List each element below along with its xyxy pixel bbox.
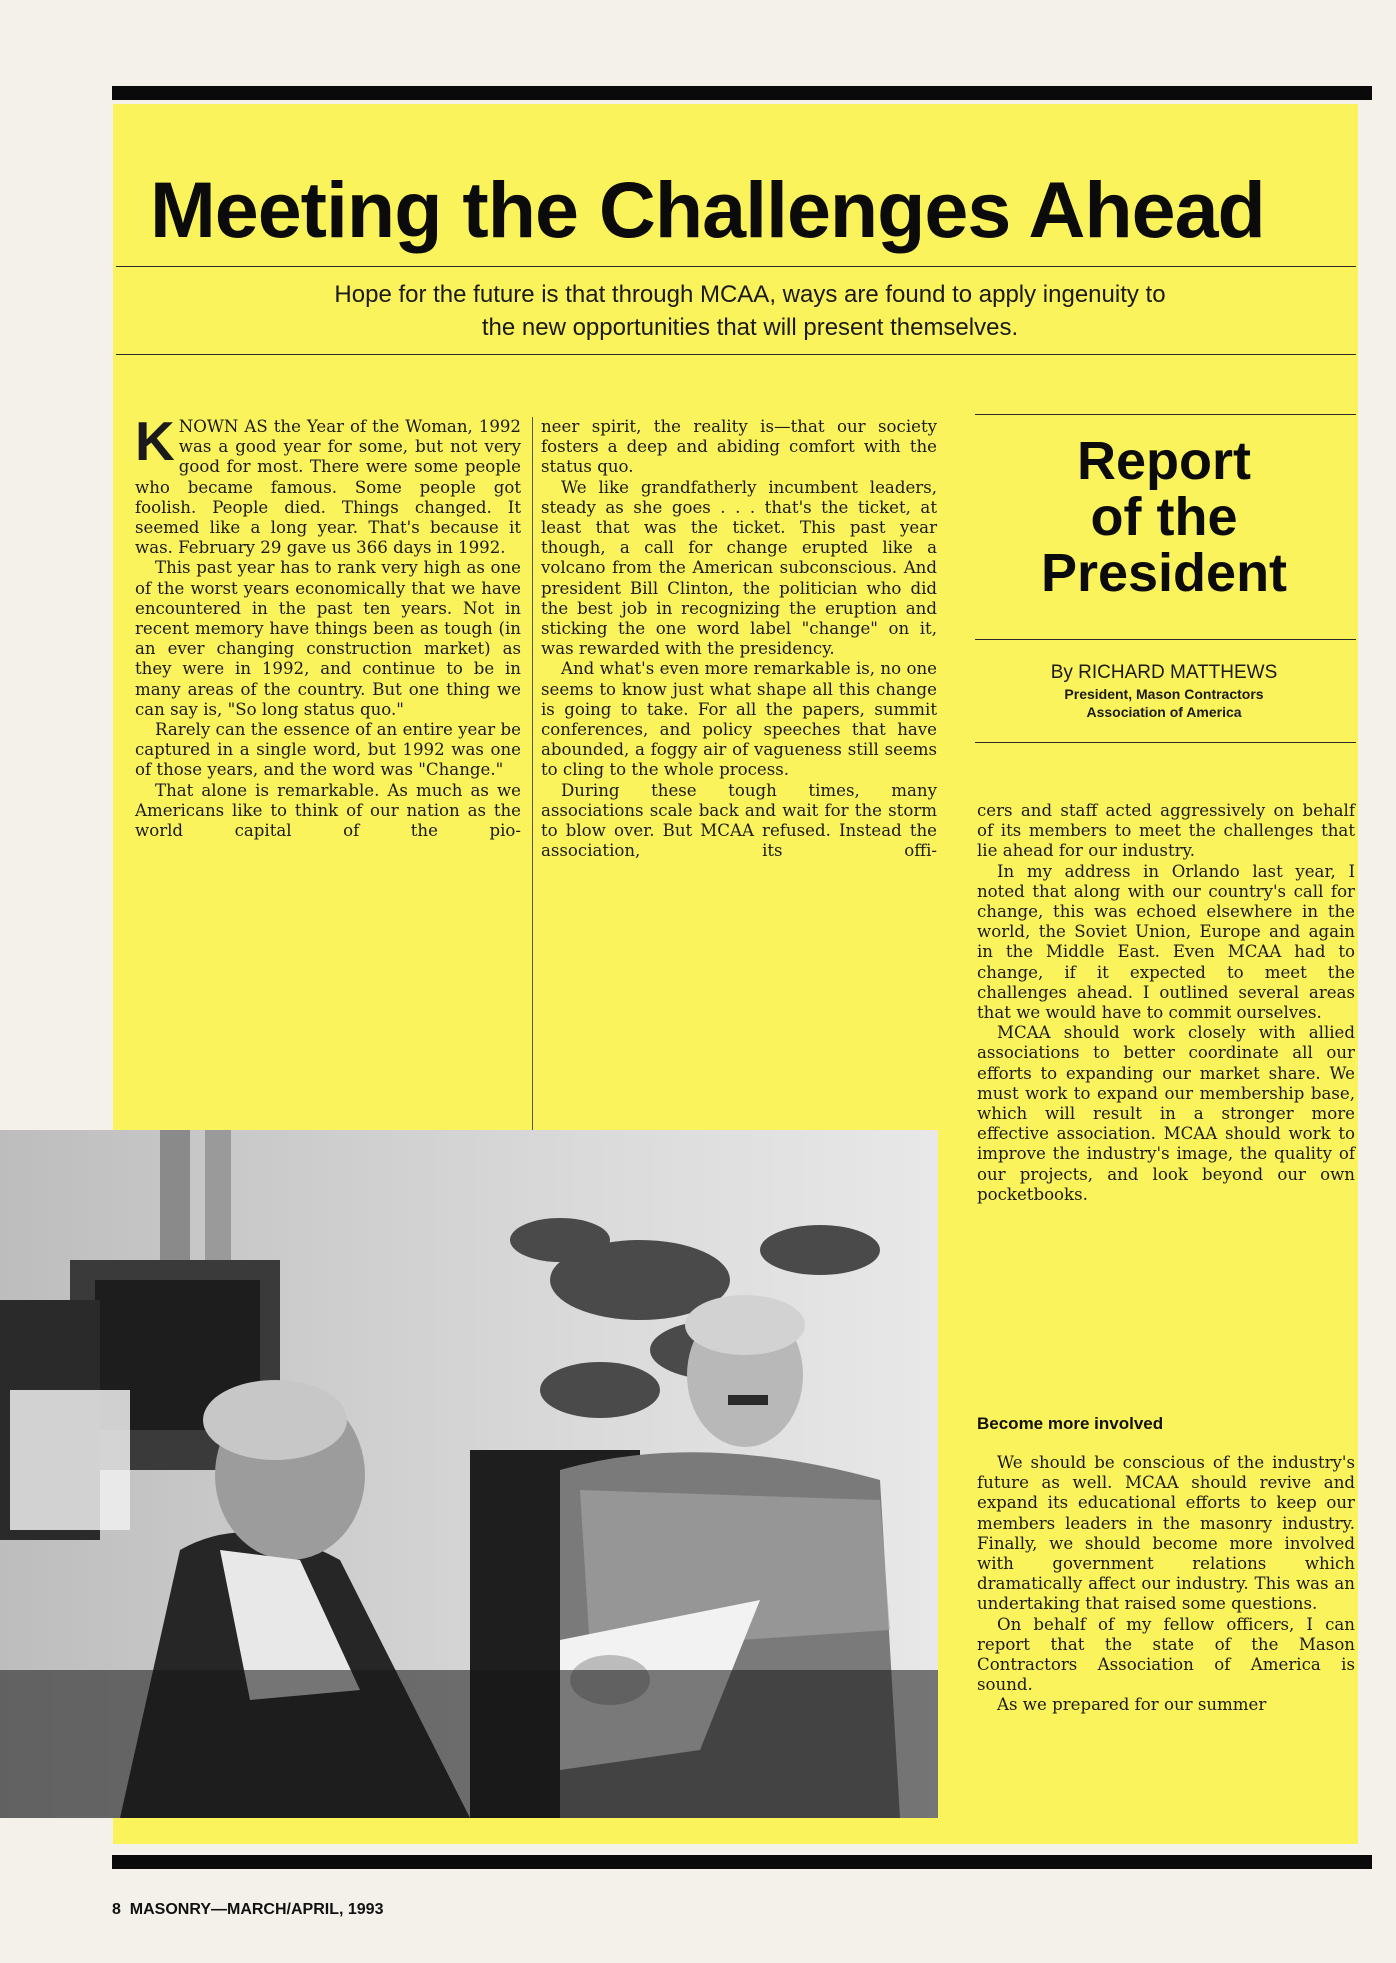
page-footer — [112, 1901, 383, 1919]
paragraph: And what's even more remarkable is, no one seems to know just what shape all this change is going to take. For all the papers, summit conferences, and policy speeches that have abounded, a foggy air of vagueness still seems to cling to the whole process. — [541, 659, 937, 780]
headline: Meeting the Challenges Ahead — [150, 165, 1265, 254]
top-bar — [112, 86, 1372, 100]
sidebar-mid-rule — [975, 639, 1356, 640]
paragraph: During these tough times, many associations scale back and wait for the storm to blow over. But MCAA refused. Instead the association, its offi- — [541, 780, 937, 861]
paragraph: On behalf of my fellow officers, I can report that the state of the Mason Contractors Association of America is sound. — [977, 1614, 1355, 1695]
paragraph: That alone is remarkable. As much as we Americans like to think of our nation as the world capital of the pio- — [135, 780, 521, 841]
sidebar-title-line: Report — [1077, 431, 1251, 491]
paragraph: We should be conscious of the industry's future as well. MCAA should revive and expand its educational efforts to keep our members leaders in the masonry industry. Finally, we should become more involved with government relations which dramatically affect our industry. This was an undertaking that raised some questions. — [977, 1453, 1355, 1614]
paragraph: neer spirit, the reality is—that our society fosters a deep and abiding comfort with the status quo. — [541, 417, 937, 477]
paragraph: As we prepared for our summer — [997, 1695, 1267, 1715]
photo-illustration — [0, 1130, 938, 1818]
sidebar-top-rule — [975, 414, 1356, 415]
column-2 — [541, 417, 937, 861]
article-photo — [0, 1130, 938, 1818]
author-role: Association of America — [1086, 704, 1242, 720]
headline-rule — [116, 266, 1356, 267]
deck-rule — [116, 354, 1356, 355]
column-3-continued — [977, 1453, 1355, 1716]
sidebar-bottom-rule — [975, 742, 1356, 743]
paragraph: In my address in Orlando last year, I noted that along with our country's call for change, this was echoed elsewhere in the world, the Soviet Union, Europe and again in the Middle East. Even MCAA had to change, if it expected to meet the challenges ahead. I outlined several areas that we would have to commit ourselves. — [977, 861, 1355, 1023]
paragraph-text: NOWN AS the Year of the Woman, 1992 was a good year for some, but not very good for most. There were some people who became famous. Some people got foolish. People died. Things changed. It seemed like a long year. That's because it was. February 29 gave us 366 days in 1992. — [135, 417, 521, 558]
publication-info: MASONRY—MARCH/APRIL, 1993 — [129, 1901, 384, 1918]
page-number: 8 — [112, 1901, 121, 1918]
subhead: Become more involved — [977, 1414, 1164, 1433]
drop-cap: K — [135, 410, 175, 472]
author-name: By RICHARD MATTHEWS — [1050, 662, 1278, 683]
byline — [975, 661, 1353, 721]
author-role: President, Mason Contractors — [1064, 686, 1264, 702]
column-separator — [532, 417, 533, 1163]
sidebar-title-line: President — [1040, 543, 1288, 603]
column-3 — [977, 801, 1355, 1205]
paragraph: cers and staff acted aggressively on behalf of its members to meet the challenges that lie ahead for our industry. — [977, 801, 1355, 861]
deck-line-1: Hope for the future is that through MCAA, ways are found to apply ingenuity to — [334, 281, 1166, 308]
bottom-bar — [112, 1855, 1372, 1869]
deck-line-2: the new opportunities that will present themselves. — [481, 314, 1019, 341]
column-1 — [135, 410, 521, 841]
deck — [150, 278, 1350, 344]
paragraph: We like grandfatherly incumbent leaders, steady as she goes . . . that's the ticket, at least that was the ticket. This past year though, a call for change erupted like a volcano from the American subconscious. And president Bill Clinton, the politician who did the best job in recognizing the eruption and sticking the one word label "change" on it, was rewarded with the presidency. — [541, 477, 937, 659]
sidebar-title — [975, 433, 1353, 601]
paragraph: This past year has to rank very high as one of the worst years economically that we have encountered in the past ten years. Not in recent memory have things been as tough (in an ever changing construction market) as they were in 1992, and continue to be in many areas of the country. But one thing we can say is, "So long status quo." — [135, 558, 521, 719]
paragraph — [135, 410, 521, 558]
sidebar-title-line: of the — [1090, 487, 1238, 547]
paragraph: MCAA should work closely with allied associations to better coordinate all our efforts to expanding our market share. We must work to expand our membership base, which will result in a stronger more effective association. MCAA should work to improve the industry's image, the quality of our projects, and look beyond our own pocketbooks. — [977, 1023, 1355, 1204]
paragraph: Rarely can the essence of an entire year be captured in a single word, but 1992 was one of those years, and the word was "Change." — [135, 720, 521, 780]
